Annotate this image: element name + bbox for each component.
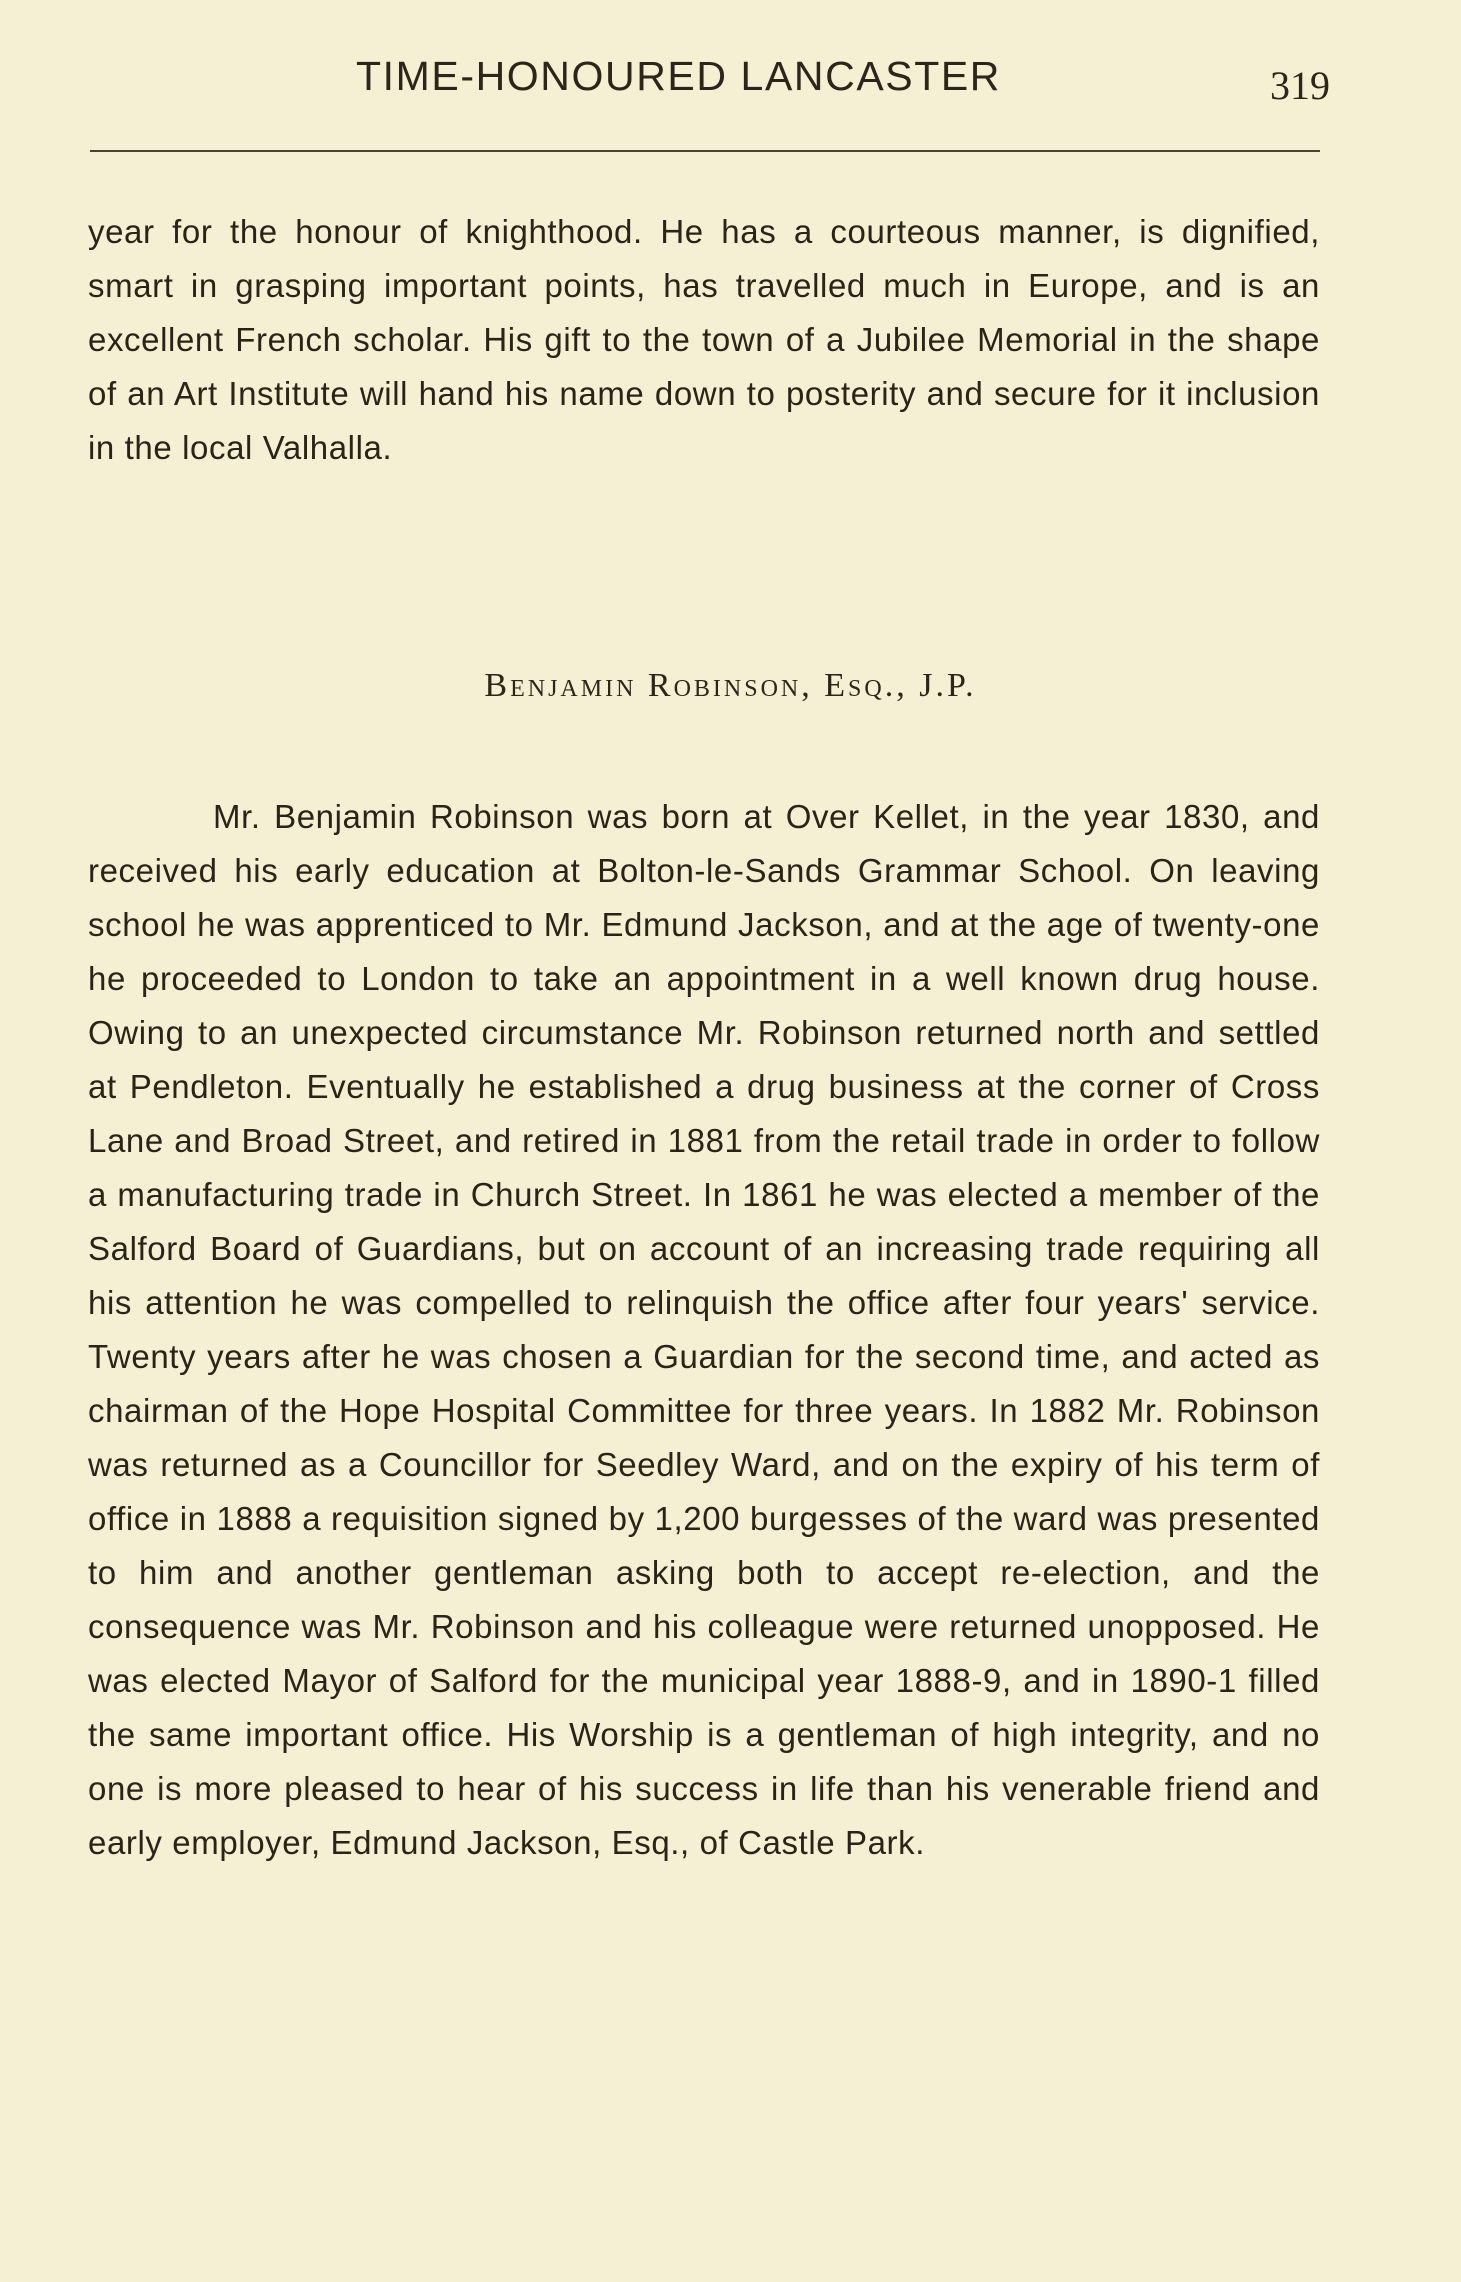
section-heading: Benjamin Robinson, Esq., J.P.: [484, 667, 977, 704]
running-title: TIME-HONOURED LANCASTER: [356, 53, 1002, 99]
continuation-paragraph: year for the honour of knighthood. He has a courteous manner, is dignified, smart in grasping important points, has travelled much in Europe, and is an excellent French scholar. His gift to the town of a Jubilee Memorial in the shape of an Art Institute will hand his name down to posterity and secure for it inclusion in the local Valhalla.: [88, 213, 1320, 466]
header-rule: [90, 150, 1320, 152]
biography-paragraph: Mr. Benjamin Robinson was born at Over Kellet, in the year 1830, and received his early education at Bolton-le-Sands Grammar School. On leaving school he was apprenticed to Mr. Edmund Jackson, and at the age of twenty-one he proceeded to London to take an appointment in a well known drug house. Owing to an unexpected circumstance Mr. Robinson returned north and settled at Pendleton. Eventually he established a drug business at the corner of Cross Lane and Broad Street, and retired in 1881 from the retail trade in order to follow a manufacturing trade in Church Street. In 1861 he was elected a member of the Salford Board of Guardians, but on account of an increasing trade requiring all his attention he was compelled to relinquish the office after four years' service. Twenty years after he was chosen a Guardian for the second time, and acted as chairman of the Hope Hospital Committee for three years. In 1882 Mr. Robinson was returned as a Councillor for Seedley Ward, and on the expiry of his term of office in 1888 a requisition signed by 1,200 burgesses of the ward was presented to him and another gentleman asking both to accept re-election, and the consequence was Mr. Robinson and his colleague were returned unopposed. He was elected Mayor of Salford for the municipal year 1888-9, and in 1890-1 filled the same important office. His Worship is a gentleman of high integrity, and no one is more pleased to hear of his success in life than his venerable friend and early employer, Edmund Jackson, Esq., of Castle Park.: [88, 798, 1320, 1861]
page-number: 319: [1270, 63, 1330, 108]
running-head: [0, 44, 1461, 108]
